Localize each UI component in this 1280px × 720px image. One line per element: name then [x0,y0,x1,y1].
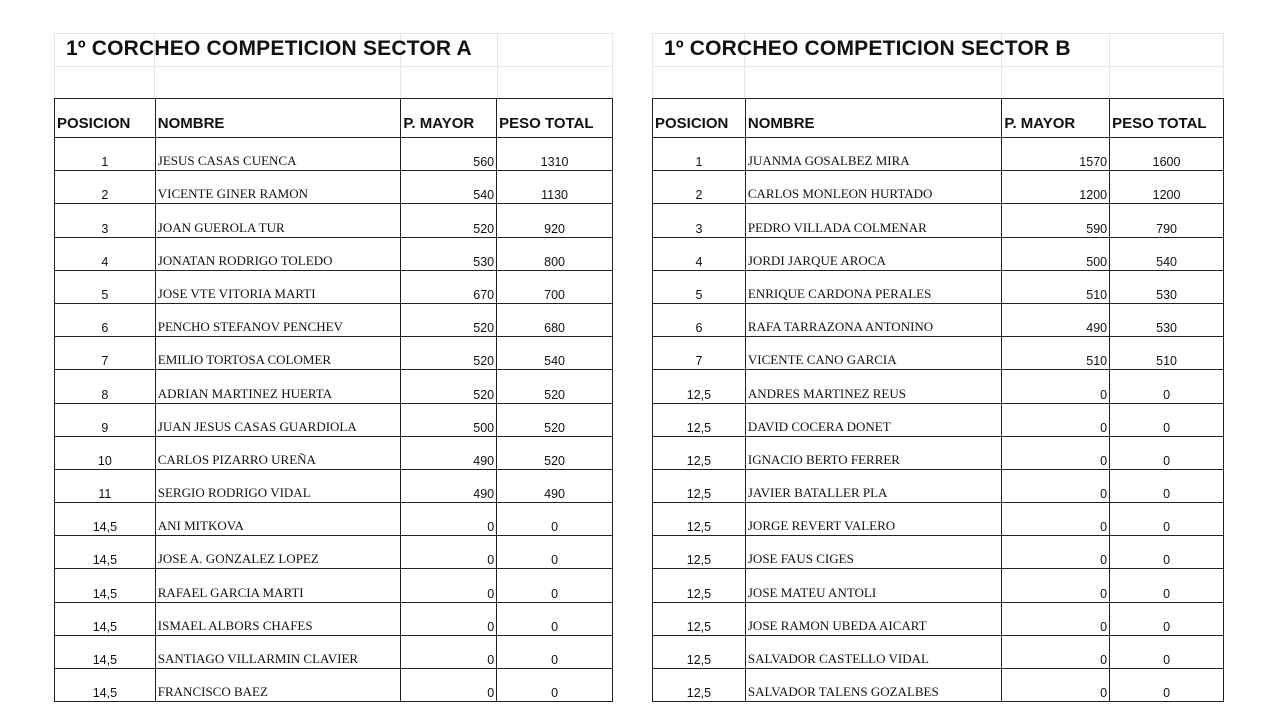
header-p-mayor: P. MAYOR [401,99,497,138]
sector-a-sheet [54,33,613,701]
position-cell: 12,5 [653,635,746,668]
p-mayor-cell: 520 [401,303,497,336]
name-cell: JORDI JARQUE AROCA [745,237,1002,270]
p-mayor-cell: 0 [1002,503,1110,536]
table-row [653,569,1224,602]
gridline [1223,33,1224,98]
position-cell: 2 [55,171,156,204]
p-mayor-cell: 540 [401,171,497,204]
name-cell: JOSE FAUS CIGES [745,536,1002,569]
table-row [653,270,1224,303]
table-row [653,138,1224,171]
position-cell: 3 [55,204,156,237]
position-cell: 6 [55,303,156,336]
position-cell: 4 [55,237,156,270]
header-nombre: NOMBRE [155,99,401,138]
position-cell: 14,5 [55,635,156,668]
name-cell: FRANCISCO BAEZ [155,669,401,702]
name-cell: SANTIAGO VILLARMIN CLAVIER [155,635,401,668]
position-cell: 12,5 [653,469,746,502]
peso-total-cell: 1200 [1110,171,1224,204]
name-cell: ENRIQUE CARDONA PERALES [745,270,1002,303]
peso-total-cell: 920 [497,204,613,237]
position-cell: 12,5 [653,436,746,469]
sector-a-table [54,98,613,702]
header-nombre: NOMBRE [745,99,1002,138]
p-mayor-cell: 500 [1002,237,1110,270]
name-cell: JOSE MATEU ANTOLI [745,569,1002,602]
p-mayor-cell: 0 [1002,436,1110,469]
table-row [653,337,1224,370]
gridline [1109,33,1110,98]
name-cell: JOAN GUEROLA TUR [155,204,401,237]
p-mayor-cell: 560 [401,138,497,171]
peso-total-cell: 1310 [497,138,613,171]
position-cell: 12,5 [653,602,746,635]
table-row [55,237,613,270]
position-cell: 3 [653,204,746,237]
p-mayor-cell: 670 [401,270,497,303]
p-mayor-cell: 510 [1002,337,1110,370]
peso-total-cell: 520 [497,436,613,469]
position-cell: 1 [653,138,746,171]
table-row [55,669,613,702]
name-cell: RAFAEL GARCIA MARTI [155,569,401,602]
table-row [653,237,1224,270]
p-mayor-cell: 520 [401,370,497,403]
position-cell: 9 [55,403,156,436]
position-cell: 4 [653,237,746,270]
header-posicion: POSICION [55,99,156,138]
position-cell: 12,5 [653,503,746,536]
gridline [652,33,1224,34]
sector-b-body [653,138,1224,702]
peso-total-cell: 700 [497,270,613,303]
name-cell: JUANMA GOSALBEZ MIRA [745,138,1002,171]
name-cell: CARLOS PIZARRO UREÑA [155,436,401,469]
peso-total-cell: 510 [1110,337,1224,370]
name-cell: JOSE RAMON UBEDA AICART [745,602,1002,635]
p-mayor-cell: 490 [401,436,497,469]
position-cell: 12,5 [653,403,746,436]
position-cell: 14,5 [55,536,156,569]
peso-total-cell: 0 [1110,569,1224,602]
table-row [55,536,613,569]
gridline [612,33,613,98]
p-mayor-cell: 0 [401,569,497,602]
p-mayor-cell: 520 [401,337,497,370]
name-cell: ANDRES MARTINEZ REUS [745,370,1002,403]
table-row [653,171,1224,204]
p-mayor-cell: 0 [401,602,497,635]
position-cell: 12,5 [653,669,746,702]
p-mayor-cell: 490 [401,469,497,502]
gridline [497,33,498,98]
peso-total-cell: 0 [1110,536,1224,569]
peso-total-cell: 680 [497,303,613,336]
position-cell: 6 [653,303,746,336]
table-row [653,303,1224,336]
peso-total-cell: 0 [497,602,613,635]
peso-total-cell: 0 [1110,669,1224,702]
name-cell: PENCHO STEFANOV PENCHEV [155,303,401,336]
peso-total-cell: 490 [497,469,613,502]
peso-total-cell: 0 [497,503,613,536]
sector-b-table [652,98,1224,702]
position-cell: 7 [55,337,156,370]
name-cell: JONATAN RODRIGO TOLEDO [155,237,401,270]
table-row [55,602,613,635]
peso-total-cell: 790 [1110,204,1224,237]
peso-total-cell: 540 [1110,237,1224,270]
table-row [55,204,613,237]
position-cell: 5 [55,270,156,303]
p-mayor-cell: 0 [1002,403,1110,436]
position-cell: 12,5 [653,569,746,602]
table-row [653,669,1224,702]
table-row [55,337,613,370]
p-mayor-cell: 0 [1002,469,1110,502]
header-peso-total: PESO TOTAL [1110,99,1224,138]
table-row [55,436,613,469]
name-cell: SALVADOR TALENS GOZALBES [745,669,1002,702]
position-cell: 14,5 [55,602,156,635]
position-cell: 8 [55,370,156,403]
header-posicion: POSICION [653,99,746,138]
table-row [653,469,1224,502]
table-row [653,536,1224,569]
name-cell: EMILIO TORTOSA COLOMER [155,337,401,370]
gridline [54,33,55,98]
position-cell: 14,5 [55,503,156,536]
peso-total-cell: 0 [1110,635,1224,668]
table-row [55,469,613,502]
p-mayor-cell: 1570 [1002,138,1110,171]
p-mayor-cell: 0 [401,669,497,702]
position-cell: 1 [55,138,156,171]
p-mayor-cell: 0 [1002,602,1110,635]
position-cell: 11 [55,469,156,502]
name-cell: VICENTE CANO GARCIA [745,337,1002,370]
position-cell: 2 [653,171,746,204]
p-mayor-cell: 500 [401,403,497,436]
position-cell: 14,5 [55,569,156,602]
gridline [54,66,613,67]
name-cell: SALVADOR CASTELLO VIDAL [745,635,1002,668]
peso-total-cell: 0 [497,569,613,602]
p-mayor-cell: 0 [1002,370,1110,403]
sector-b-title: 1º CORCHEO COMPETICION SECTOR B [664,37,1071,60]
header-row [653,99,1224,138]
peso-total-cell: 0 [497,536,613,569]
header-p-mayor: P. MAYOR [1002,99,1110,138]
table-row [55,138,613,171]
p-mayor-cell: 490 [1002,303,1110,336]
gridline [652,66,1224,67]
header-row [55,99,613,138]
table-row [653,503,1224,536]
table-row [653,370,1224,403]
table-row [55,370,613,403]
peso-total-cell: 530 [1110,270,1224,303]
peso-total-cell: 800 [497,237,613,270]
header-peso-total: PESO TOTAL [497,99,613,138]
p-mayor-cell: 530 [401,237,497,270]
peso-total-cell: 0 [497,669,613,702]
peso-total-cell: 0 [1110,602,1224,635]
name-cell: ISMAEL ALBORS CHAFES [155,602,401,635]
p-mayor-cell: 0 [401,635,497,668]
name-cell: DAVID COCERA DONET [745,403,1002,436]
sector-a-body [55,138,613,702]
table-row [653,204,1224,237]
position-cell: 12,5 [653,370,746,403]
peso-total-cell: 530 [1110,303,1224,336]
name-cell: JORGE REVERT VALERO [745,503,1002,536]
peso-total-cell: 1130 [497,171,613,204]
table-row [55,171,613,204]
name-cell: ADRIAN MARTINEZ HUERTA [155,370,401,403]
name-cell: VICENTE GINER RAMON [155,171,401,204]
table-row [55,270,613,303]
p-mayor-cell: 510 [1002,270,1110,303]
position-cell: 10 [55,436,156,469]
name-cell: RAFA TARRAZONA ANTONINO [745,303,1002,336]
p-mayor-cell: 590 [1002,204,1110,237]
p-mayor-cell: 0 [401,536,497,569]
position-cell: 7 [653,337,746,370]
name-cell: PEDRO VILLADA COLMENAR [745,204,1002,237]
table-row [55,403,613,436]
peso-total-cell: 0 [1110,436,1224,469]
table-row [55,635,613,668]
table-row [55,569,613,602]
p-mayor-cell: 0 [401,503,497,536]
peso-total-cell: 520 [497,370,613,403]
name-cell: JOSE VTE VITORIA MARTI [155,270,401,303]
table-row [653,602,1224,635]
peso-total-cell: 0 [1110,370,1224,403]
position-cell: 14,5 [55,669,156,702]
peso-total-cell: 0 [497,635,613,668]
peso-total-cell: 0 [1110,503,1224,536]
gridline [652,33,653,98]
table-row [653,403,1224,436]
sector-a-title: 1º CORCHEO COMPETICION SECTOR A [66,37,472,60]
name-cell: JUAN JESUS CASAS GUARDIOLA [155,403,401,436]
table-row [55,303,613,336]
peso-total-cell: 1600 [1110,138,1224,171]
name-cell: ANI MITKOVA [155,503,401,536]
peso-total-cell: 0 [1110,469,1224,502]
peso-total-cell: 540 [497,337,613,370]
name-cell: SERGIO RODRIGO VIDAL [155,469,401,502]
position-cell: 5 [653,270,746,303]
position-cell: 12,5 [653,536,746,569]
table-row [653,436,1224,469]
name-cell: JAVIER BATALLER PLA [745,469,1002,502]
name-cell: JOSE A. GONZALEZ LOPEZ [155,536,401,569]
peso-total-cell: 0 [1110,403,1224,436]
p-mayor-cell: 0 [1002,669,1110,702]
p-mayor-cell: 520 [401,204,497,237]
name-cell: JESUS CASAS CUENCA [155,138,401,171]
gridline [54,33,613,34]
table-row [653,635,1224,668]
p-mayor-cell: 0 [1002,635,1110,668]
p-mayor-cell: 1200 [1002,171,1110,204]
p-mayor-cell: 0 [1002,536,1110,569]
name-cell: IGNACIO BERTO FERRER [745,436,1002,469]
name-cell: CARLOS MONLEON HURTADO [745,171,1002,204]
peso-total-cell: 520 [497,403,613,436]
sector-b-sheet [652,33,1224,701]
p-mayor-cell: 0 [1002,569,1110,602]
table-row [55,503,613,536]
